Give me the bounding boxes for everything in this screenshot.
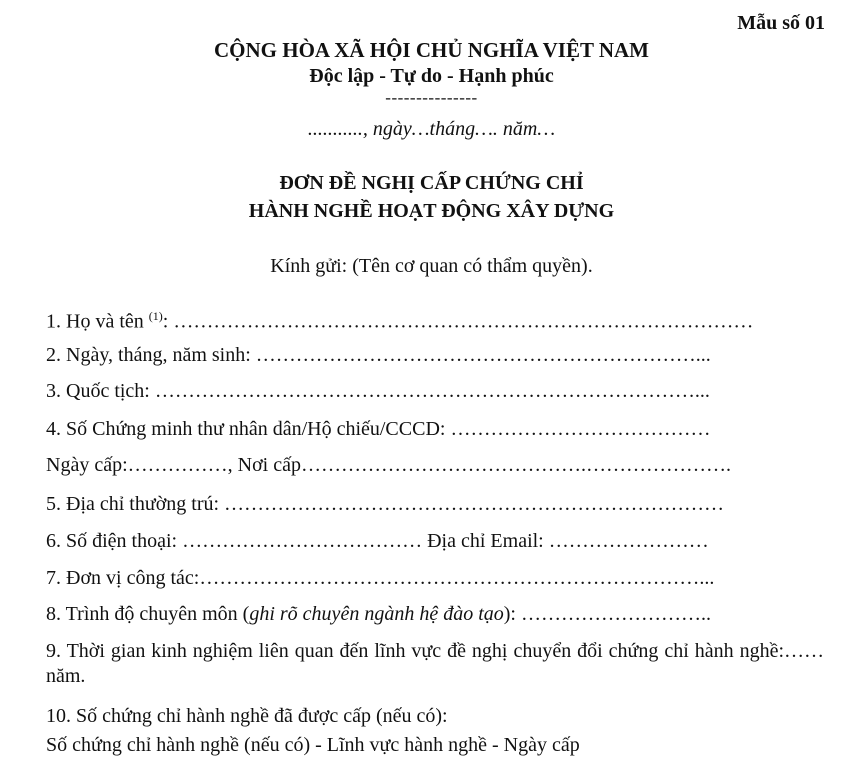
field-experience: 9. Thời gian kinh nghiệm liên quan đến lĩnh vực đề nghị chuyển đổi chứng chỉ hành nghề:…… năm.: [46, 640, 824, 687]
field-phone-email: 6. Số điện thoại: ……………………………… Địa chỉ Email: ……………………: [46, 530, 709, 552]
field-qualification-label: 8. Trình độ chuyên môn (: [46, 603, 250, 625]
field-qualification-hint: ghi rõ chuyên ngành hệ đào tạo: [249, 603, 504, 625]
field-permanent-address: 5. Địa chỉ thường trú: …………………………………………………………………: [46, 493, 725, 515]
motto: Độc lập - Tự do - Hạnh phúc: [309, 65, 554, 87]
document-title-line1: ĐƠN ĐỀ NGHỊ CẤP CHỨNG CHỈ: [279, 172, 584, 194]
addressee: Kính gửi: (Tên cơ quan có thẩm quyền).: [270, 255, 593, 277]
field-nationality: 3. Quốc tịch: ………………………………………………………………………...: [46, 380, 710, 402]
document-title-line2: HÀNH NGHỀ HOẠT ĐỘNG XÂY DỰNG: [248, 200, 615, 222]
field-id-number: 4. Số Chứng minh thư nhân dân/Hộ chiếu/CCCD: …………………………………: [46, 418, 711, 440]
nation-heading: CỘNG HÒA XÃ HỘI CHỦ NGHĨA VIỆT NAM: [213, 38, 650, 62]
dateline: ..........., ngày…tháng…. năm…: [307, 118, 556, 140]
field-full-name-dots: : ……………………………………………………………………………: [162, 310, 754, 333]
field-workplace: 7. Đơn vị công tác:…………………………………………………………………...: [46, 567, 715, 589]
field-full-name-label: 1. Họ và tên: [46, 310, 149, 333]
separator: ---------------: [385, 88, 478, 107]
field-full-name: [46, 309, 824, 334]
footnote-ref: (1): [148, 309, 163, 323]
field-certificate-number: 10. Số chứng chỉ hành nghề đã được cấp (nếu có):: [46, 705, 448, 727]
field-qualification-dots: ): ………………………..: [503, 603, 711, 625]
form-number: Mẫu số 01: [737, 12, 825, 34]
field-qualification: [46, 603, 824, 626]
field-issue-date-place: Ngày cấp:……………, Nơi cấp…………………………………….………………….: [46, 454, 731, 476]
field-certificate-details-cut: Số chứng chỉ hành nghề (nếu có) - Lĩnh vực hành nghề - Ngày cấp: [46, 734, 580, 756]
field-birth-date: 2. Ngày, tháng, năm sinh: …………………………………………………………...: [46, 344, 711, 366]
